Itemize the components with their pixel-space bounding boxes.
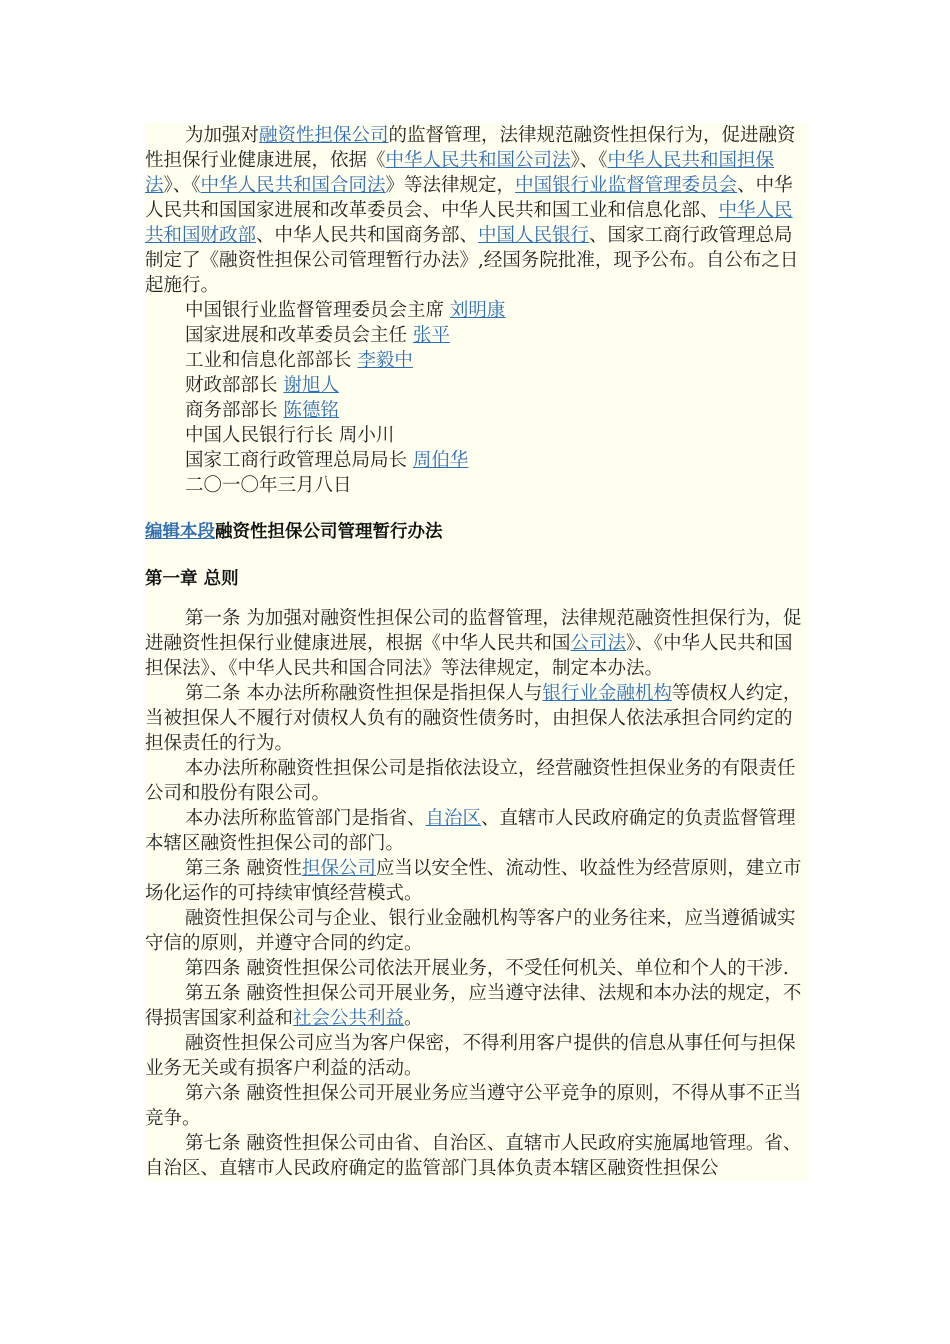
text: 的监督管理，法律规范融资性担保行为，促进融资性担保行业健康进展，依据《 bbox=[145, 125, 796, 171]
chapter-title: 第一章 总则 bbox=[145, 569, 239, 589]
link-banking-institutions[interactable]: 银行业金融机构 bbox=[542, 683, 672, 704]
signatory-line bbox=[145, 298, 807, 323]
signatory-name-link[interactable]: 张平 bbox=[412, 325, 450, 346]
link-pboc[interactable]: 中国人民银行 bbox=[478, 225, 590, 246]
text: 》等法律规定， bbox=[385, 175, 516, 196]
article-3-paragraph-2: 融资性担保公司与企业、银行业金融机构等客户的业务往来，应当遵循诚实守信的原则，并遵守合同的约定。 bbox=[145, 908, 796, 954]
document-body bbox=[145, 123, 807, 1181]
text: 第三条 融资性 bbox=[185, 858, 302, 879]
article-4: 第四条 融资性担保公司依法开展业务，不受任何机关、单位和个人的干涉. bbox=[185, 958, 789, 979]
article-3 bbox=[145, 856, 807, 906]
signatory-line bbox=[145, 398, 807, 423]
date-line: 二〇一〇年三月八日 bbox=[185, 475, 352, 496]
text: 、国家工商行政管理总局制定了《融资性担保公司管理暂行办法》,经国务院批准，现予公布。自公布之日起施行。 bbox=[145, 225, 799, 296]
section-heading bbox=[145, 520, 807, 545]
text: 、中华人民共和国国家进展和改革委员会、中华人民共和国工业和信息化部、 bbox=[145, 175, 793, 221]
article-5-paragraph-2: 融资性担保公司应当为客户保密，不得利用客户提供的信息从事任何与担保业务无关或有损客户利益的活动。 bbox=[145, 1033, 796, 1079]
signatory-title: 国家进展和改革委员会主任 bbox=[185, 325, 408, 346]
signatory-name-link[interactable]: 周伯华 bbox=[412, 450, 469, 471]
text: 》、《中华人民共和国担保法》、《中华人民共和国合同法》等法律规定，制定本办法。 bbox=[145, 633, 793, 679]
link-contract-law[interactable]: 中华人民共和国合同法 bbox=[200, 175, 386, 196]
signatory-line bbox=[145, 373, 807, 398]
text: 第一条 为加强对融资性担保公司的监督管理，法律规范融资性担保行为，促进融资性担保行业健康进展，根据《中华人民共和国 bbox=[145, 608, 802, 654]
text: 》、《 bbox=[163, 175, 201, 196]
text: 。 bbox=[404, 1008, 423, 1029]
signatory-title: 商务部部长 bbox=[185, 400, 278, 421]
text: 》、《 bbox=[570, 150, 608, 171]
article-1 bbox=[145, 606, 807, 681]
edit-section-link[interactable]: 编辑本段 bbox=[145, 522, 215, 542]
text: 第二条 本办法所称融资性担保是指担保人与 bbox=[185, 683, 543, 704]
signatory-title: 中国人民银行行长 周小川 bbox=[185, 425, 395, 446]
text: 、直辖市人民政府确定的负责监督管理本辖区融资性担保公司的部门。 bbox=[145, 808, 796, 854]
signatory-name-link[interactable]: 谢旭人 bbox=[283, 375, 339, 396]
signatory-title: 中国银行业监督管理委员会主席 bbox=[185, 300, 445, 321]
section-title: 融资性担保公司管理暂行办法 bbox=[215, 522, 443, 542]
text: 本办法所称监管部门是指省、 bbox=[185, 808, 426, 829]
text: 为加强对 bbox=[185, 125, 260, 146]
text: 应当以安全性、流动性、收益性为经营原则，建立市场化运作的可持续审慎经营模式。 bbox=[145, 858, 802, 904]
signatory-name-link[interactable]: 刘明康 bbox=[449, 300, 506, 321]
link-company-law-short[interactable]: 公司法 bbox=[570, 633, 627, 654]
link-guarantee-law[interactable]: 中华人民共和国担保法 bbox=[145, 150, 775, 196]
article-5 bbox=[145, 981, 807, 1031]
text: 、中华人民共和国商务部、 bbox=[256, 225, 479, 246]
article-7: 第七条 融资性担保公司由省、自治区、直辖市人民政府实施属地管理。省、自治区、直辖市人民政府确定的监管部门具体负责本辖区融资性担保公 bbox=[145, 1133, 802, 1179]
signatory-name-link[interactable]: 陈德铭 bbox=[283, 400, 339, 421]
link-cbrc[interactable]: 中国银行业监督管理委员会 bbox=[515, 175, 738, 196]
signatory-title: 国家工商行政管理总局局长 bbox=[185, 450, 408, 471]
signatory-line bbox=[145, 348, 807, 373]
signatory-name-link[interactable]: 李毅中 bbox=[357, 350, 413, 371]
article-2 bbox=[145, 681, 807, 756]
signatory-line bbox=[145, 448, 807, 473]
article-2-paragraph-3 bbox=[145, 806, 807, 856]
link-financing-guarantee-company[interactable]: 融资性担保公司 bbox=[259, 125, 389, 146]
signatory-line bbox=[145, 423, 807, 448]
link-guarantee-company[interactable]: 担保公司 bbox=[301, 858, 376, 879]
text: 第五条 融资性担保公司开展业务，应当遵守法律、法规和本办法的规定，不得损害国家利益和 bbox=[145, 983, 802, 1029]
link-company-law[interactable]: 中华人民共和国公司法 bbox=[385, 150, 571, 171]
signatory-title: 工业和信息化部部长 bbox=[185, 350, 352, 371]
link-public-interest[interactable]: 社会公共利益 bbox=[293, 1008, 405, 1029]
intro-paragraph bbox=[145, 123, 807, 298]
link-autonomous-region[interactable]: 自治区 bbox=[425, 808, 482, 829]
article-6: 第六条 融资性担保公司开展业务应当遵守公平竞争的原则，不得从事不正当竞争。 bbox=[145, 1083, 802, 1129]
link-ministry-of-finance[interactable]: 中华人民共和国财政部 bbox=[145, 200, 793, 246]
text: 等债权人约定，当被担保人不履行对债权人负有的融资性债务时，由担保人依法承担合同约定的担保责任的行为。 bbox=[145, 683, 802, 754]
signatory-line bbox=[145, 323, 807, 348]
article-2-paragraph-2: 本办法所称融资性担保公司是指依法设立，经营融资性担保业务的有限责任公司和股份有限公司。 bbox=[145, 758, 796, 804]
signatory-title: 财政部部长 bbox=[185, 375, 278, 396]
